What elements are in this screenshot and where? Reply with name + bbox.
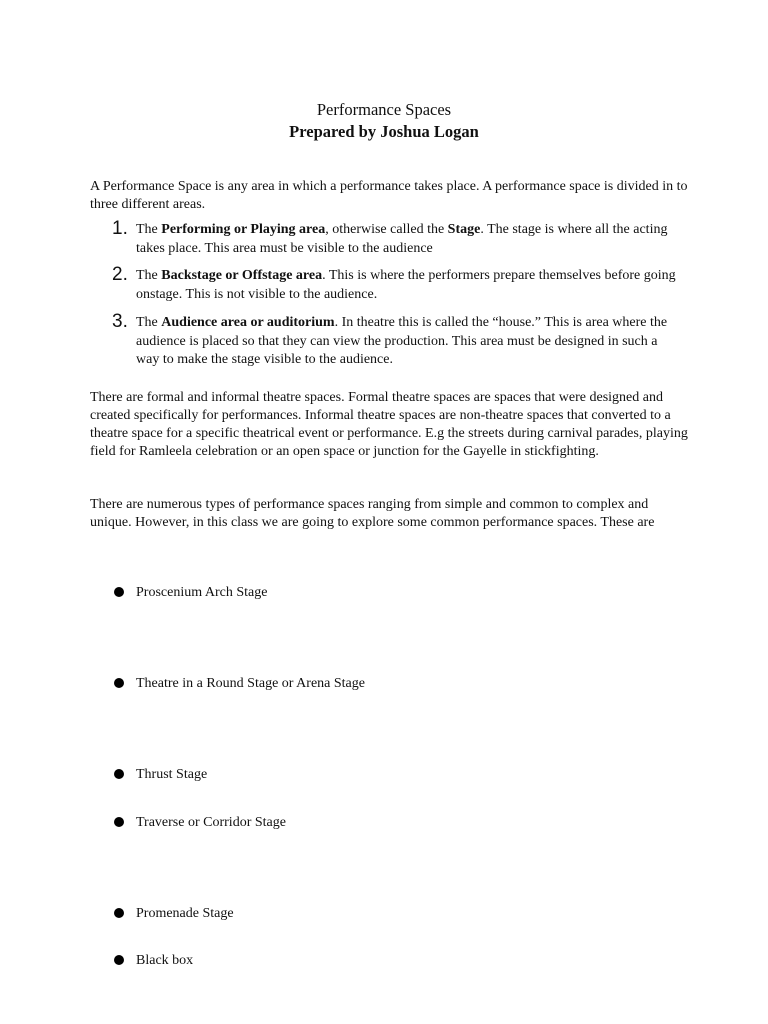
- area-item-backstage: [112, 264, 676, 304]
- stage-type-item: [136, 675, 365, 693]
- stage-type-label: Black box: [136, 953, 194, 968]
- document-subtitle: Prepared by Joshua Logan: [289, 122, 479, 141]
- stage-type-item: [136, 814, 286, 832]
- stage-type-item: [136, 905, 234, 923]
- area-text-mid: , otherwise called the: [325, 222, 448, 237]
- bullet-icon: [114, 678, 124, 688]
- stage-type-item: [136, 952, 193, 970]
- stage-type-item: [136, 766, 207, 784]
- area-text-post: . This is where the performers prepare themselves before going onstage. This is not visible to the audience.: [136, 268, 676, 302]
- stage-type-label: Promenade Stage: [136, 906, 234, 921]
- stage-type-label: Theatre in a Round Stage or Arena Stage: [136, 676, 365, 691]
- formal-informal-paragraph: There are formal and informal theatre spaces. Formal theatre spaces are spaces that were designed and created specifically for performances. Informal theatre spaces are non-theatre spaces that converted to a theatre space for a specific theatrical event or performance. E.g the streets during carnival parades, playing field for Ramleela celebration or an open space or junction for the Gayelle in stickfighting.: [90, 390, 688, 459]
- bullet-icon: [114, 908, 124, 918]
- document-title: Performance Spaces: [316, 100, 452, 119]
- area-text-post: . The stage is where all the acting takes place. This area must be visible to the audience: [136, 222, 668, 256]
- list-number: 3.: [112, 311, 128, 332]
- stage-type-item: [136, 584, 267, 602]
- area-term: Backstage or Offstage area: [161, 268, 323, 283]
- area-term: Performing or Playing area: [161, 222, 326, 237]
- numerous-types-paragraph: There are numerous types of performance spaces ranging from simple and common to complex and unique. However, in this class we are going to explore some common performance spaces. These are: [90, 497, 655, 530]
- bullet-icon: [114, 817, 124, 827]
- area-term-stage: Stage: [447, 222, 481, 237]
- area-text-pre: The: [136, 268, 162, 283]
- list-number: 2.: [112, 264, 128, 285]
- stage-type-label: Proscenium Arch Stage: [136, 585, 268, 600]
- stage-type-label: Traverse or Corridor Stage: [136, 815, 286, 830]
- area-text-post: . In theatre this is called the “house.” This is area where the audience is placed so that they can view the production. This area must be designed in such a way to make the stage visible to the audience.: [136, 315, 668, 367]
- area-text-pre: The: [136, 222, 162, 237]
- list-number: 1.: [112, 218, 128, 239]
- bullet-icon: [114, 587, 124, 597]
- area-item-performing: [112, 218, 676, 258]
- intro-paragraph: A Performance Space is any area in which a performance takes place. A performance space is divided in to three different areas.: [90, 179, 688, 212]
- stage-type-label: Thrust Stage: [136, 767, 208, 782]
- bullet-icon: [114, 955, 124, 965]
- bullet-icon: [114, 769, 124, 779]
- area-text-pre: The: [136, 315, 162, 330]
- area-item-audience: [112, 311, 676, 370]
- area-term: Audience area or auditorium: [161, 315, 335, 330]
